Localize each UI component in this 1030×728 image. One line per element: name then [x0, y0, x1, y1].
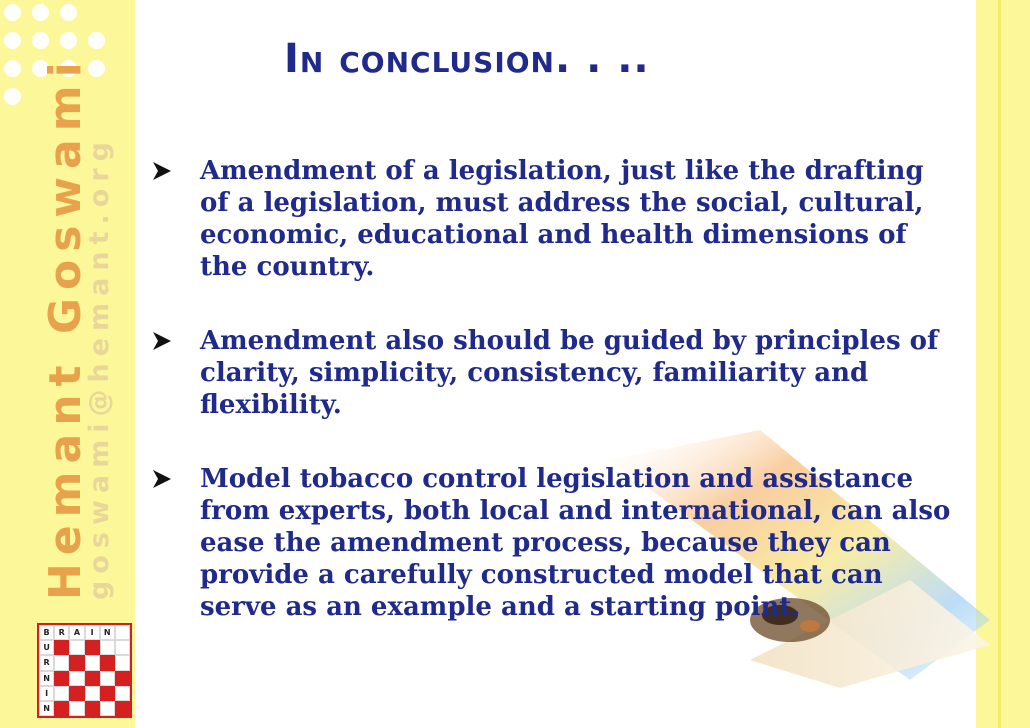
logo-cell: [54, 640, 69, 655]
logo-cell: [85, 671, 100, 686]
logo-cell: [115, 625, 130, 640]
logo-cell: [100, 671, 115, 686]
logo-cell: [115, 640, 130, 655]
logo-cell: [115, 671, 130, 686]
logo-cell: [85, 640, 100, 655]
logo-cell: [100, 701, 115, 716]
logo-cell: R: [54, 625, 69, 640]
logo-cell: [69, 701, 84, 716]
author-email: goswami@hemant.org: [84, 135, 115, 600]
logo-cell: A: [69, 625, 84, 640]
logo-cell: [100, 686, 115, 701]
logo-cell: [69, 640, 84, 655]
logo-cell: [54, 701, 69, 716]
logo-cell: [54, 655, 69, 670]
bullet-text-3: Model tobacco control legislation and assistance from experts, both local and international, can also ease the amendment process, because they can provide a carefully constructed model that can serve as an example and a starting point.: [200, 464, 951, 622]
logo-cell: U: [39, 640, 54, 655]
logo-cell: N: [100, 625, 115, 640]
logo-cell: N: [39, 671, 54, 686]
logo-cell: [54, 671, 69, 686]
bullet-text-1: Amendment of a legislation, just like the drafting of a legislation, must address the social, cultural, economic, educational and health dimensions of the country.: [200, 156, 924, 282]
logo-cell: I: [39, 686, 54, 701]
logo-cell: [85, 655, 100, 670]
logo-cell: [85, 686, 100, 701]
logo-cell: [69, 686, 84, 701]
logo-cell: [69, 655, 84, 670]
logo-cell: [115, 655, 130, 670]
logo-cell: [69, 671, 84, 686]
logo-cell: [85, 701, 100, 716]
logo-cell: N: [39, 701, 54, 716]
left-decorative-strip: [0, 0, 135, 728]
logo-cell: [100, 655, 115, 670]
logo-cell: [115, 701, 130, 716]
logo-cell: [54, 686, 69, 701]
logo-cell: B: [39, 625, 54, 640]
arrowhead-bullet-icon: [150, 329, 174, 353]
logo-cell: [100, 640, 115, 655]
logo-cell: [115, 686, 130, 701]
author-name: Hemant Goswami: [40, 54, 91, 600]
brain-tuning-grid-logo: [37, 623, 132, 718]
bullet-text-2: Amendment also should be guided by principles of clarity, simplicity, consistency, familiarity and flexibility.: [200, 326, 939, 420]
arrowhead-bullet-icon: [150, 159, 174, 183]
slide-title: In conclusion. . ..: [284, 36, 650, 82]
logo-cell: R: [39, 655, 54, 670]
arrowhead-bullet-icon: [150, 467, 174, 491]
logo-cell: I: [85, 625, 100, 640]
